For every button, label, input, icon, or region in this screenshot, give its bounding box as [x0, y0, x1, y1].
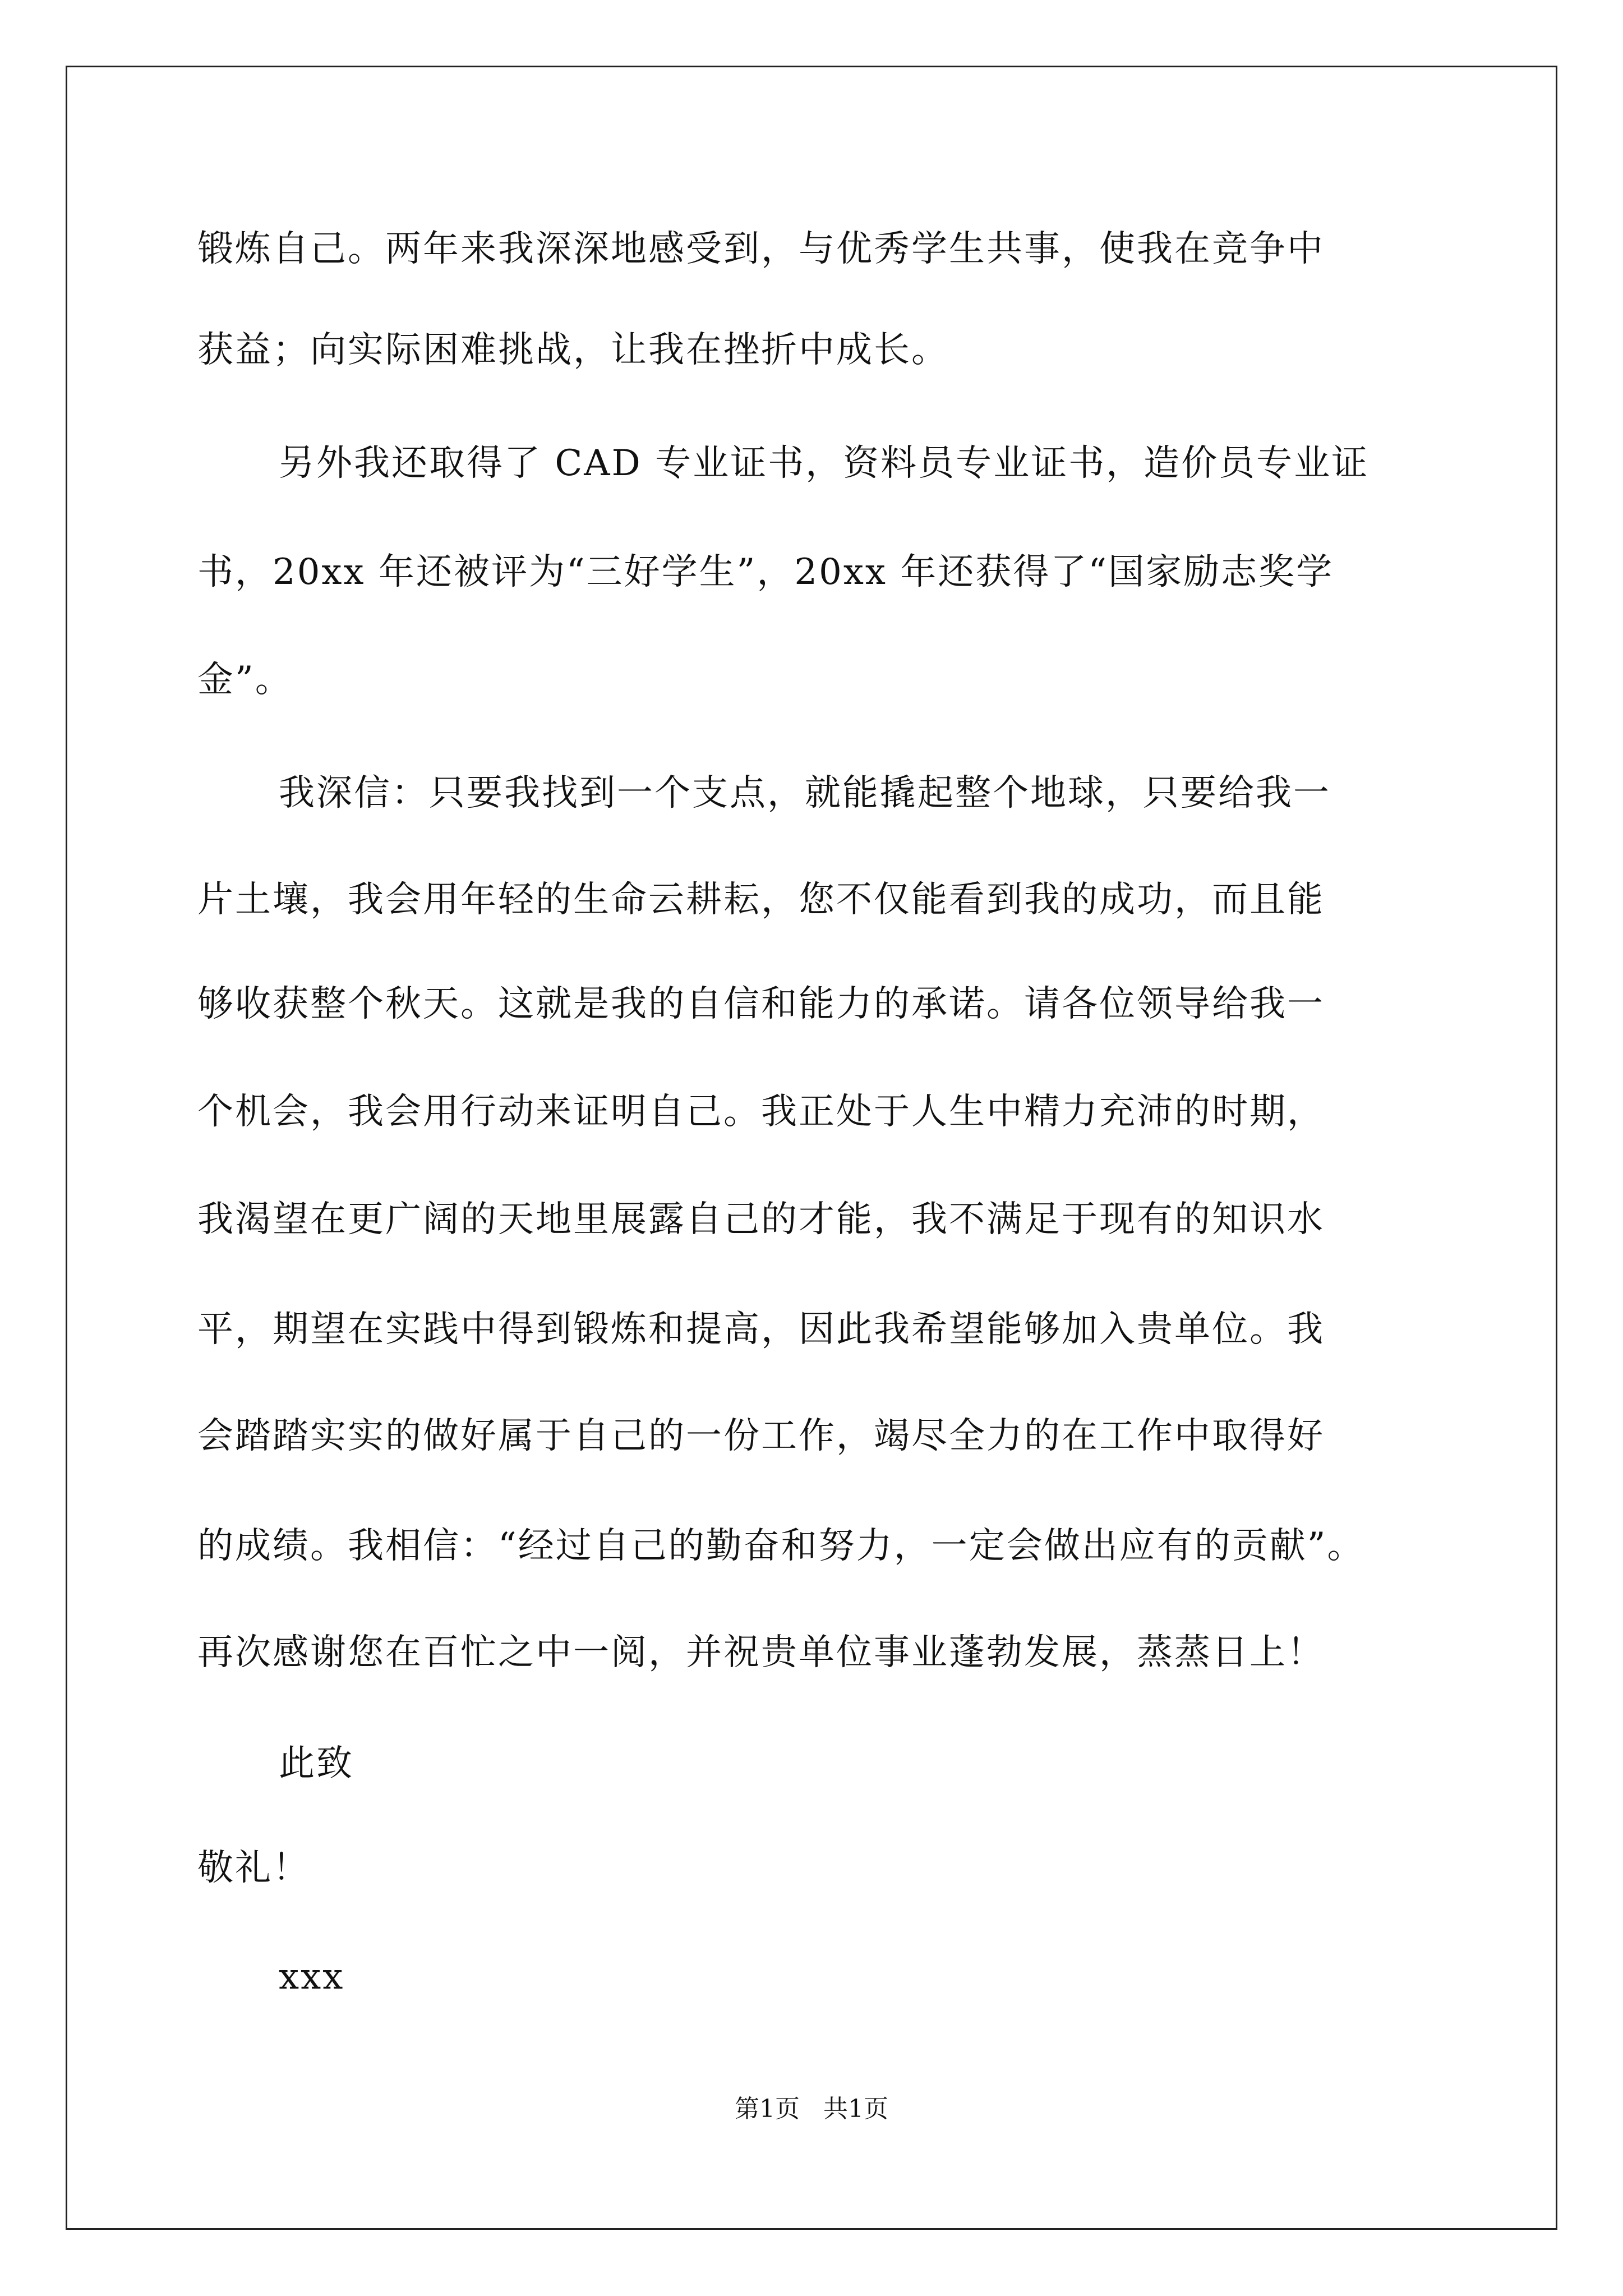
body-line-7: 片土壤，我会用年轻的生命云耕耘，您不仅能看到我的成功，而且能	[197, 879, 1325, 921]
body-line-9: 个机会，我会用行动来证明自己。我正处于人生中精力充沛的时期，	[197, 1091, 1325, 1133]
body-line-6: 我深信：只要我找到一个支点，就能撬起整个地球，只要给我一	[279, 772, 1331, 814]
body-line-14: 再次感谢您在百忙之中一阅，并祝贵单位事业蓬勃发展，蒸蒸日上！	[197, 1632, 1325, 1673]
page-footer: 第1页 共1页	[735, 2095, 888, 2123]
body-line-4: 书，20xx 年还被评为“三好学生”，20xx 年还获得了“国家励志奖学	[197, 551, 1334, 593]
page-border	[66, 66, 1557, 2230]
closing-salutation: 此致	[279, 1743, 354, 1784]
body-line-11: 平，期望在实践中得到锻炼和提高，因此我希望能够加入贵单位。我	[197, 1309, 1325, 1350]
body-line-1: 锻炼自己。两年来我深深地感受到，与优秀学生共事，使我在竞争中	[197, 228, 1325, 270]
body-line-13: 的成绩。我相信：“经过自己的勤奋和努力，一定会做出应有的贡献”。	[197, 1525, 1365, 1567]
closing-regards: 敬礼！	[197, 1847, 310, 1889]
body-line-10: 我渴望在更广阔的天地里展露自己的才能，我不满足于现有的知识水	[197, 1199, 1325, 1240]
signature-name: xxx	[279, 1956, 345, 1998]
body-line-12: 会踏踏实实的做好属于自己的一份工作，竭尽全力的在工作中取得好	[197, 1415, 1325, 1457]
body-line-5: 金”。	[197, 659, 293, 701]
body-line-8: 够收获整个秋天。这就是我的自信和能力的承诺。请各位领导给我一	[197, 983, 1325, 1025]
body-line-3: 另外我还取得了 CAD 专业证书，资料员专业证书，造价员专业证	[279, 443, 1370, 484]
body-line-2: 获益；向实际困难挑战，让我在挫折中成长。	[197, 329, 949, 371]
